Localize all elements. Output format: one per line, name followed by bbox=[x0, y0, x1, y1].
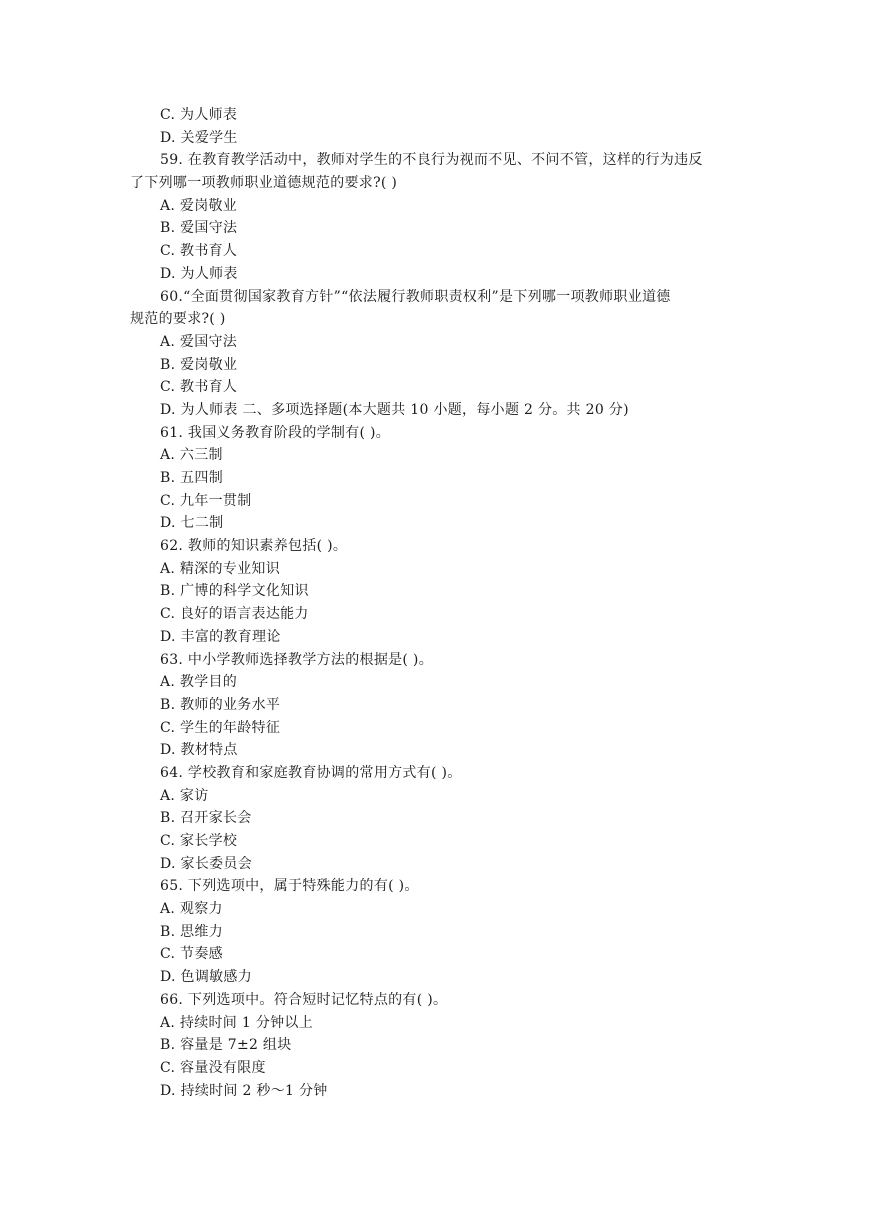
option-line: C. 教书育人 bbox=[160, 379, 238, 396]
option-line: C. 为人师表 bbox=[160, 107, 238, 123]
question-line: 61. 我国义务教育阶段的学制有( )。 bbox=[160, 424, 391, 441]
option-with-section-heading: D. 为人师表 二、多项选择题(本大题共 10 小题，每小题 2 分。共 20 分) bbox=[160, 401, 629, 418]
option-line: B. 爱岗敬业 bbox=[160, 356, 238, 373]
option-line: C. 教书育人 bbox=[160, 243, 238, 260]
option-line: C. 九年一贯制 bbox=[160, 492, 252, 509]
question-continuation-line: 规范的要求?( ) bbox=[130, 311, 226, 328]
option-line: A. 六三制 bbox=[160, 447, 223, 464]
question-line: 59. 在教育教学活动中，教师对学生的不良行为视而不见、不问不管，这样的行为违反 bbox=[160, 152, 703, 169]
option-line: C. 家长学校 bbox=[160, 833, 238, 849]
option-line: C. 学生的年龄特征 bbox=[160, 719, 281, 736]
option-line: B. 广博的科学文化知识 bbox=[160, 583, 309, 600]
option-line: A. 教学目的 bbox=[160, 674, 238, 691]
option-line: D. 色调敏感力 bbox=[160, 969, 253, 986]
option-line: B. 容量是 7±2 组块 bbox=[160, 1037, 292, 1054]
option-line: A. 持续时间 1 分钟以上 bbox=[160, 1014, 314, 1031]
option-line: B. 爱国守法 bbox=[160, 220, 238, 237]
question-line: 60.“全面贯彻国家教育方针”“依法履行教师职责权利”是下列哪一项教师职业道德 bbox=[160, 288, 671, 305]
option-line: A. 观察力 bbox=[160, 901, 223, 918]
option-line: D. 为人师表 bbox=[160, 265, 238, 282]
option-line: C. 容量没有限度 bbox=[160, 1059, 266, 1076]
option-line: D. 持续时间 2 秒～1 分钟 bbox=[160, 1082, 328, 1099]
option-line: A. 爱国守法 bbox=[160, 333, 238, 350]
question-continuation-line: 了下列哪一项教师职业道德规范的要求?( ) bbox=[130, 175, 398, 192]
option-line: C. 良好的语言表达能力 bbox=[160, 606, 309, 623]
document-page bbox=[0, 104, 869, 1102]
question-line: 65. 下列选项中，属于特殊能力的有( )。 bbox=[160, 878, 419, 895]
question-line: 62. 教师的知识素养包括( )。 bbox=[160, 538, 348, 555]
option-line: D. 关爱学生 bbox=[160, 129, 238, 146]
option-line: D. 家长委员会 bbox=[160, 855, 253, 872]
option-line: B. 教师的业务水平 bbox=[160, 696, 281, 713]
option-line: C. 节奏感 bbox=[160, 946, 223, 963]
question-line: 66. 下列选项中。符合短时记忆特点的有( )。 bbox=[160, 991, 448, 1008]
option-line: A. 精深的专业知识 bbox=[160, 560, 281, 577]
option-line: A. 爱岗敬业 bbox=[160, 197, 238, 214]
option-line: D. 教材特点 bbox=[160, 742, 238, 759]
question-line: 64. 学校教育和家庭教育协调的常用方式有( )。 bbox=[160, 764, 462, 781]
option-line: D. 丰富的教育理论 bbox=[160, 628, 281, 645]
option-line: B. 五四制 bbox=[160, 470, 223, 486]
question-line: 63. 中小学教师选择教学方法的根据是( )。 bbox=[160, 651, 433, 668]
option-line: B. 召开家长会 bbox=[160, 810, 252, 827]
option-line: B. 思维力 bbox=[160, 923, 223, 940]
option-line: D. 七二制 bbox=[160, 515, 224, 532]
option-line: A. 家访 bbox=[160, 787, 209, 804]
